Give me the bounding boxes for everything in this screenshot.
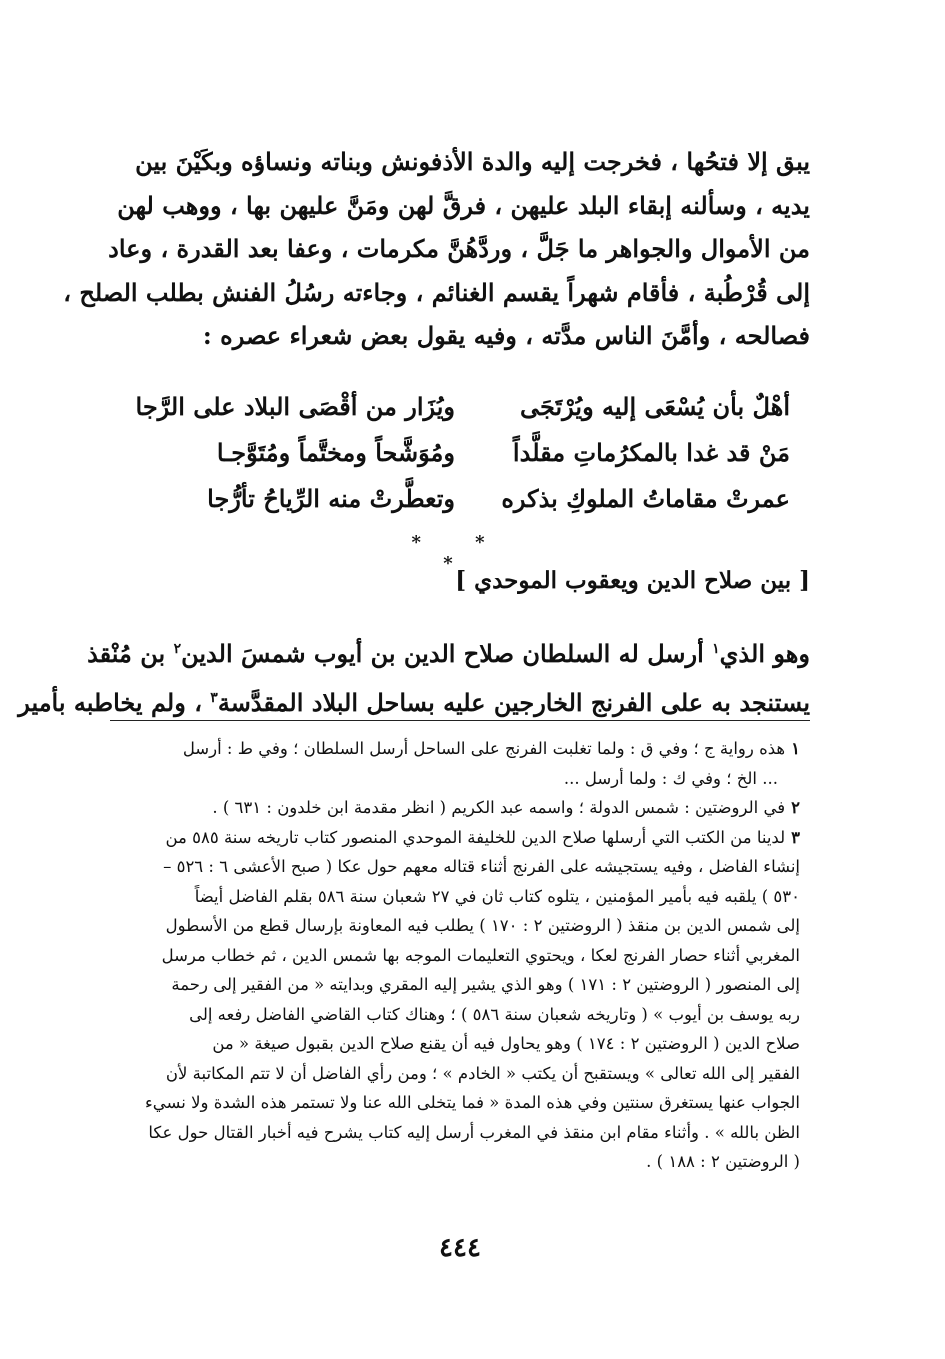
footnote-text: ... الخ ؛ وفي ك : ولما أرسل ... xyxy=(563,768,778,788)
poem xyxy=(130,383,790,521)
footnote-line xyxy=(100,793,800,823)
verse-second-hemistich: ويُزَار من أقْصَى البلاد على الرَّجا xyxy=(135,391,455,421)
text-line: يستنجد به على الفرنج الخارجين عليه بساحل البلاد المقدَّسة$^٣$ ، ولم يخاطبه بأمير xyxy=(18,688,810,717)
page-number: ٤٤٤ xyxy=(439,1233,481,1263)
poem-verse xyxy=(130,429,790,475)
footnote-text: ( الروضتين ٢ : ١٨٨ ) . xyxy=(646,1152,800,1171)
footnote-line xyxy=(100,734,800,764)
footnote-line xyxy=(100,1147,800,1177)
footnote-text: في الروضتين : شمس الدولة ؛ واسمه عبد الكريم ( انظر مقدمة ابن خلدون : ٦٣١ ) . xyxy=(212,798,786,817)
footnote-line xyxy=(100,911,800,941)
main-paragraph xyxy=(63,140,810,358)
footnote-text: إلى المنصور ( الروضتين ٢ : ١٧١ ) وهو الذي يشير إليه المقري وبدايته « من الفقير إلى رحمة xyxy=(171,975,800,994)
footnote-ref[interactable]: ٣ xyxy=(210,690,218,706)
footnote-text: هذه رواية ج ؛ وفي ق : ولما تغلبت الفرنج على الساحل أرسل السلطان ؛ وفي ط : أرسل xyxy=(182,739,786,758)
footnote-line xyxy=(100,941,800,971)
footnote-line xyxy=(100,1059,800,1089)
footnote-line xyxy=(100,1118,800,1148)
footnote-line xyxy=(100,970,800,1000)
poem-verse xyxy=(130,475,790,521)
footnote-line xyxy=(100,1000,800,1030)
footnote-text: صلاح الدين ( الروضتين ٢ : ١٧٤ ) وهو يحاول فيه أن يقنع صلاح الدين بقبول صيغة « من xyxy=(212,1034,800,1053)
footnote-text: الفقير إلى الله تعالى » ويستقبح أن يكتب « الخادم » ؛ ومن رأي الفاضل أن لا تتم المكاتبة لأن xyxy=(165,1063,800,1083)
text-line: فصالحه ، وأمَّنَ الناس مدَّته ، وفيه يقول بعض شعراء عصره : xyxy=(202,321,810,350)
footnote-text: لدينا من الكتب التي أرسلها صلاح الدين للخليفة الموحدي المنصور كتاب تاريخه سنة ٥٨٥ من xyxy=(165,827,786,847)
footnote-text: الظن بالله » . وأثناء مقام ابن منقذ في المغرب أرسل إليه كتاب يشرح فيه أخبار القتال حول عكا xyxy=(148,1122,800,1142)
text-line: إلى قُرْطُبة ، فأقام شهراً يقسم الغنائم ، وجاءته رسُلُ الفنش بطلب الصلح ، xyxy=(63,277,810,307)
footnote-line xyxy=(100,1088,800,1118)
text-line: وهو الذي$^١$ أرسل له السلطان صلاح الدين بن أيوب شمسَ الدين$^٢$ بن مُنْقذ xyxy=(87,639,810,668)
footnote-ref[interactable]: ٢ xyxy=(173,641,182,657)
footnote-text: ربه يوسف بن أيوب » ( وتاريخه شعبان سنة ٥٨٦ ) ؛ وهناك كتاب القاضي الفاضل رفعه إلى xyxy=(189,1004,800,1024)
verse-second-hemistich: وتعطَّرتْ منه الرِّياحُ تأرُّجا xyxy=(207,483,455,513)
verse-second-hemistich: ومُوَشَّحاً ومختَّماً ومُتَوَّجـا xyxy=(216,437,455,467)
section-heading: [ بين صلاح الدين ويعقوب الموحدي ] xyxy=(455,567,810,594)
verse-first-hemistich: أهْلٌ بأن يُسْعَى إليه ويُرْتَجَى xyxy=(520,391,790,421)
footnote-text: الجواب عنها يستغرق سنتين وفي هذه المدة « فما يتخلى الله عنا ولا تستمر هذه الشدة ولا نسيء xyxy=(145,1093,800,1112)
verse-first-hemistich: مَنْ قد غدا بالمكرُماتِ مقلَّداً xyxy=(512,437,790,467)
poem-verse xyxy=(130,383,790,429)
footnote-text: إلى شمس الدين بن منقذ ( الروضتين ٢ : ١٧٠ ) يطلب فيه المعاونة بإرسال قطع من الأسطول xyxy=(165,916,800,935)
footnote-line xyxy=(100,1029,800,1059)
verse-first-hemistich: عمرتْ مقاماتُ الملوكِ بذكره xyxy=(501,483,790,513)
text-line: يبق إلا فتحُها ، فخرجت إليه والدة الأذفونش وبناته ونساؤه وبكَيْنَ بين xyxy=(135,147,810,176)
text-line: من الأموال والجواهر ما جَلَّ ، وردَّهُنَّ مكرمات ، وعفا بعد القدرة ، وعاد xyxy=(108,234,810,263)
footnote-number: ٢ xyxy=(791,798,800,817)
footnote-ref[interactable]: ١ xyxy=(712,641,720,657)
footnote-divider xyxy=(110,720,810,721)
footnote-line xyxy=(100,764,800,794)
footnote-line xyxy=(100,823,800,853)
section-paragraph xyxy=(18,627,810,725)
footnote-line xyxy=(100,852,800,882)
footnote-number: ٣ xyxy=(791,827,800,847)
footnote-number: ١ xyxy=(791,739,800,758)
footnote-text: ٥٣٠ ) يلقبه فيه بأمير المؤمنين ، يتلوه كتاب ثان في ٢٧ شعبان سنة ٥٨٦ بقلم الفاضل أيضاً xyxy=(194,886,800,906)
section-separator: * * * xyxy=(411,532,509,574)
footnote-text: المغربي أثناء حصار الفرنج لعكا ، ويحتوي التعليمات الموجه بها شمس الدين ، ثم خطاب مرسل xyxy=(161,945,800,965)
footnotes xyxy=(100,734,800,1177)
text-line: يديه ، وسألنه إبقاء البلد عليهن ، فرقَّ لهن ومَنَّ عليهن بها ، ووهب لهن xyxy=(117,190,810,220)
footnote-text: إنشاء الفاضل ، وفيه يستجيشه على الفرنج أثناء قتاله معهم حول عكا ( صبح الأعشى ٦ : ٥٢٦ – xyxy=(163,857,800,876)
footnote-line xyxy=(100,882,800,912)
